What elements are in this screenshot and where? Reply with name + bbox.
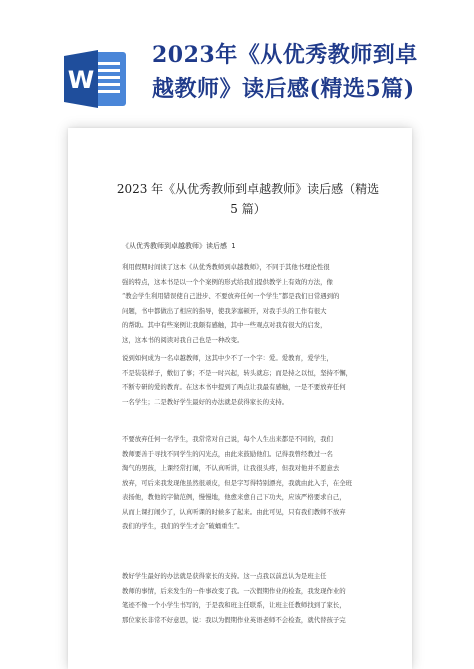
text-line: 我们的学生，我们的学生才会“破蛹重生”。 bbox=[122, 522, 244, 530]
paragraph-2 bbox=[122, 351, 378, 409]
text-line: 问题，书中都做出了相应的指导，使我茅塞顿开，对我手头的工作有很大 bbox=[122, 306, 327, 315]
text-line: 教师的事情，后来发生的一件事改变了我。一次假期作业的检查，我发现作业的 bbox=[122, 586, 346, 595]
header-title-line-2: 越教师》读后感(精选5篇) bbox=[152, 76, 415, 102]
paragraph-3 bbox=[122, 432, 378, 534]
text-line: 的帮助。其中有些案例让我颇有感触，其中一些观点对我有很大的启发， bbox=[122, 321, 327, 329]
text-line: 那位家长非常不好意思，说：我以为假期作业英语老师不会检查，就代替孩子完 bbox=[122, 615, 346, 624]
text-line: 强的特点，这本书是以一个个案例的形式给我们提供教学上有效的方法，像 bbox=[122, 277, 333, 286]
text-line: 一名学生；二是教好学生最好的办法就是获得家长的支持。 bbox=[122, 397, 289, 406]
text-line: 从而上课打闹少了，认真听课的时候多了起来。由此可见，只有我们教师不放弃 bbox=[122, 507, 346, 516]
text-line: 这，这本书的阅读对我自己也是一种改变。 bbox=[122, 335, 244, 344]
header-title bbox=[152, 38, 422, 106]
text-line: 放弃，可后来我发现他虽然很顽皮，但是字写得特别漂亮，我就由此入手，在全班 bbox=[122, 478, 353, 487]
document-preview[interactable] bbox=[68, 128, 412, 669]
document-title-line-1: 2023 年《从优秀教师到卓越教师》读后感（精选 bbox=[116, 182, 380, 196]
text-line: 不是装装样子，敷衍了事；不是一时兴起，转头就忘；而是持之以恒，坚持不懈， bbox=[122, 368, 353, 377]
text-line: 利用假期时间读了这本《从优秀教师到卓越教师》，不同于其他书理论性很 bbox=[122, 263, 330, 271]
text-line: 笔迹不像一个小学生书写的，于是我和班主任联系，让班主任教师找到了家长， bbox=[122, 601, 346, 609]
text-line: 不断专研的爱的教育。在这本书中提到了两点让我最有感触，一是不要放弃任何 bbox=[122, 383, 346, 391]
word-letter-icon: W bbox=[67, 66, 95, 94]
word-document-icon bbox=[60, 44, 130, 114]
text-line: 说到如何成为一名卓越教师，这其中少不了一个字：爱。爱教育，爱学生， bbox=[122, 354, 333, 362]
section-title: 《从优秀教师到卓越教师》读后感 1 bbox=[122, 242, 236, 250]
text-line: 表扬他，教他的字做范例，慢慢地，他愈来愈自己下功夫，应该严格要求自己， bbox=[122, 493, 346, 501]
text-line: 教师要善于寻找不同学生的闪光点，由此来鼓励他们。记得我曾经教过一名 bbox=[122, 449, 333, 458]
text-line: 不要放弃任何一名学生，我常常对自己说，每个人生出来都是不同的，我们 bbox=[122, 435, 333, 443]
text-line: “教会学生利用错误使自己进步、不要放弃任何一个学生”都是我们日常遇到的 bbox=[122, 292, 340, 300]
header-title-line-1: 2023年《从优秀教师到卓 bbox=[152, 42, 418, 68]
text-line: 淘气的男孩，上课经常打闹，不认真听讲，让我很头疼，但我对他并不愿意去 bbox=[122, 464, 340, 472]
document-title bbox=[108, 179, 388, 219]
paragraph-4 bbox=[122, 569, 378, 627]
document-title-line-2: 5 篇） bbox=[230, 202, 266, 216]
paragraph-1 bbox=[122, 260, 378, 347]
text-line: 教好学生最好的办法就是获得家长的支持。这一点我以前总认为是班主任 bbox=[122, 572, 327, 580]
